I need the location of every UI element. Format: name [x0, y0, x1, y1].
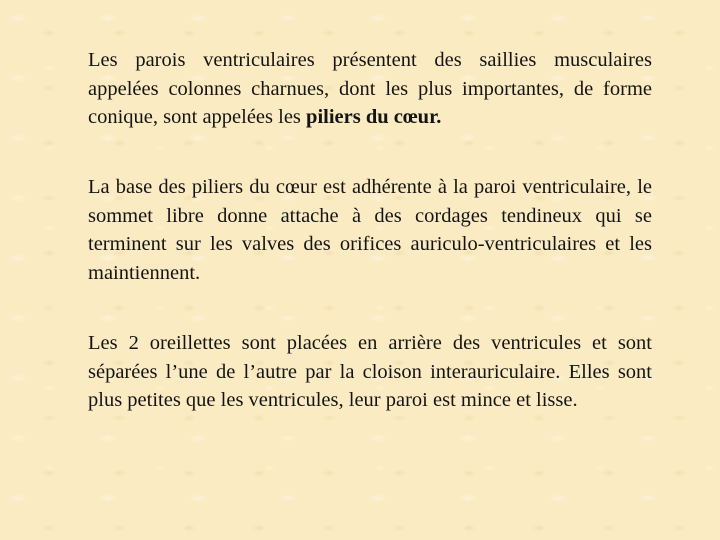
paragraph-2-text: La base des piliers du cœur est adhérente à la paroi ventriculaire, le sommet libre donne attache à des cordages tendineux qui se terminent sur les valves des orifices auriculo-ventriculaires et les maintiennent. [88, 176, 652, 284]
paragraph-oreillettes [88, 329, 652, 415]
paragraph-piliers-du-coeur [88, 46, 652, 132]
paragraph-base-des-piliers [88, 173, 652, 287]
paragraph-1-bold-term: piliers du cœur. [306, 106, 442, 128]
paragraph-3-text: Les 2 oreillettes sont placées en arrière des ventricules et sont séparées l’une de l’autre par la cloison interauriculaire. Elles sont plus petites que les ventricules, leur paroi est mince et lisse. [88, 332, 652, 411]
paragraph-1-text: Les parois ventriculaires présentent des saillies musculaires appelées colonnes charnues, dont les plus importantes, de forme conique, sont appelées les [88, 49, 652, 128]
